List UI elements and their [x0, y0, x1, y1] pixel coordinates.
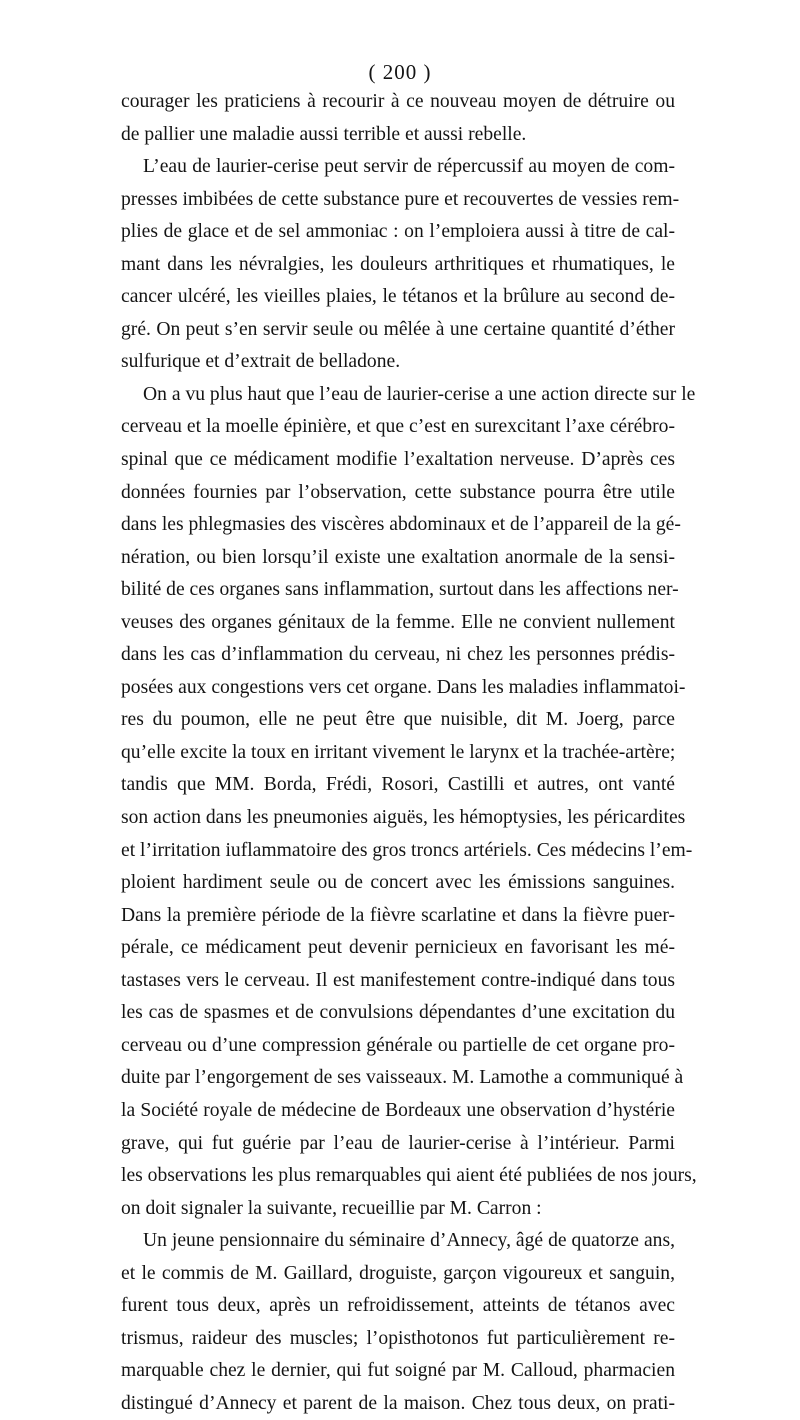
text-line: sulfurique et d’extrait de belladone.	[121, 351, 401, 373]
text-line: posées aux congestions vers cet organe. Dans les maladies inflammatoi-	[121, 676, 686, 698]
text-line: la Société royale de médecine de Bordeaux une observation d’hystérie	[121, 1099, 675, 1121]
text-line: cerveau et la moelle épinière, et que c’est en surexcitant l’axe cérébro-	[121, 416, 675, 438]
text-line: plies de glace et de sel ammoniac : on l’emploiera aussi à titre de cal-	[121, 221, 675, 243]
text-line: bilité de ces organes sans inflammation, surtout dans les affections ner-	[121, 579, 679, 601]
body-text	[121, 86, 697, 1420]
text-line: on doit signaler la suivante, recueillie par M. Carron :	[121, 1197, 542, 1219]
text-line: et le commis de M. Gaillard, droguiste, garçon vigoureux et sanguin,	[121, 1262, 675, 1284]
text-line: trismus, raideur des muscles; l’opisthotonos fut particulièrement re-	[121, 1327, 675, 1349]
text-line: veuses des organes génitaux de la femme. Elle ne convient nullement	[121, 611, 675, 633]
text-line: les observations les plus remarquables qui aient été publiées de nos jours,	[121, 1165, 697, 1187]
text-line: L’eau de laurier-cerise peut servir de répercussif au moyen de com-	[143, 156, 675, 178]
text-line: marquable chez le dernier, qui fut soigné par M. Calloud, pharmacien	[121, 1360, 675, 1382]
text-line: qu’elle excite la toux en irritant vivement le larynx et la trachée-artère;	[121, 741, 676, 763]
text-line: furent tous deux, après un refroidissement, atteints de tétanos avec	[121, 1295, 675, 1317]
text-line: données fournies par l’observation, cette substance pourra être utile	[121, 481, 675, 503]
text-line: distingué d’Annecy et parent de la maison. Chez tous deux, on prati-	[121, 1392, 675, 1414]
text-line: cancer ulcéré, les vieilles plaies, le tétanos et la brûlure au second de-	[121, 286, 675, 308]
text-line: tastases vers le cerveau. Il est manifestement contre-indiqué dans tous	[121, 969, 675, 991]
text-line: nération, ou bien lorsqu’il existe une exaltation anormale de la sensi-	[121, 546, 675, 568]
text-line: dans les phlegmasies des viscères abdominaux et de l’appareil de la gé-	[121, 514, 681, 536]
text-line: les cas de spasmes et de convulsions dépendantes d’une excitation du	[121, 1002, 675, 1024]
text-line: pérale, ce médicament peut devenir pernicieux en favorisant les mé-	[121, 937, 675, 959]
text-line: mant dans les névralgies, les douleurs arthritiques et rhumatiques, le	[121, 253, 675, 275]
text-line: On a vu plus haut que l’eau de laurier-cerise a une action directe sur le	[143, 383, 696, 405]
text-line: spinal que ce médicament modifie l’exaltation nerveuse. D’après ces	[121, 449, 675, 471]
text-line: courager les praticiens à recourir à ce nouveau moyen de détruire ou	[121, 91, 675, 112]
text-line: et l’irritation iuflammatoire des gros troncs artériels. Ces médecins l’em-	[121, 839, 693, 861]
text-line: grave, qui fut guérie par l’eau de laurier-cerise à l’intérieur. Parmi	[121, 1132, 675, 1154]
text-line: tandis que MM. Borda, Frédi, Rosori, Castilli et autres, ont vanté	[121, 774, 675, 796]
text-line: Dans la première période de la fièvre scarlatine et dans la fièvre puer-	[121, 904, 675, 926]
text-line: presses imbibées de cette substance pure et recouvertes de vessies rem-	[121, 188, 680, 210]
text-line: de pallier une maladie aussi terrible et aussi rebelle.	[121, 123, 527, 145]
text-line: res du poumon, elle ne peut être que nuisible, dit M. Joerg, parce	[121, 709, 675, 731]
text-line: dans les cas d’inflammation du cerveau, ni chez les personnes prédis-	[121, 644, 675, 666]
text-line: Un jeune pensionnaire du séminaire d’Annecy, âgé de quatorze ans,	[143, 1230, 675, 1252]
page-number: ( 200 )	[368, 60, 432, 84]
text-line: duite par l’engorgement de ses vaisseaux. M. Lamothe a communiqué à	[121, 1067, 684, 1089]
text-line: son action dans les pneumonies aiguës, les hémoptysies, les péricardites	[121, 807, 686, 829]
text-line: gré. On peut s’en servir seule ou mêlée à une certaine quantité d’éther	[121, 318, 675, 340]
text-line: ploient hardiment seule ou de concert avec les émissions sanguines.	[121, 872, 675, 894]
text-line: cerveau ou d’une compression générale ou partielle de cet organe pro-	[121, 1034, 675, 1056]
